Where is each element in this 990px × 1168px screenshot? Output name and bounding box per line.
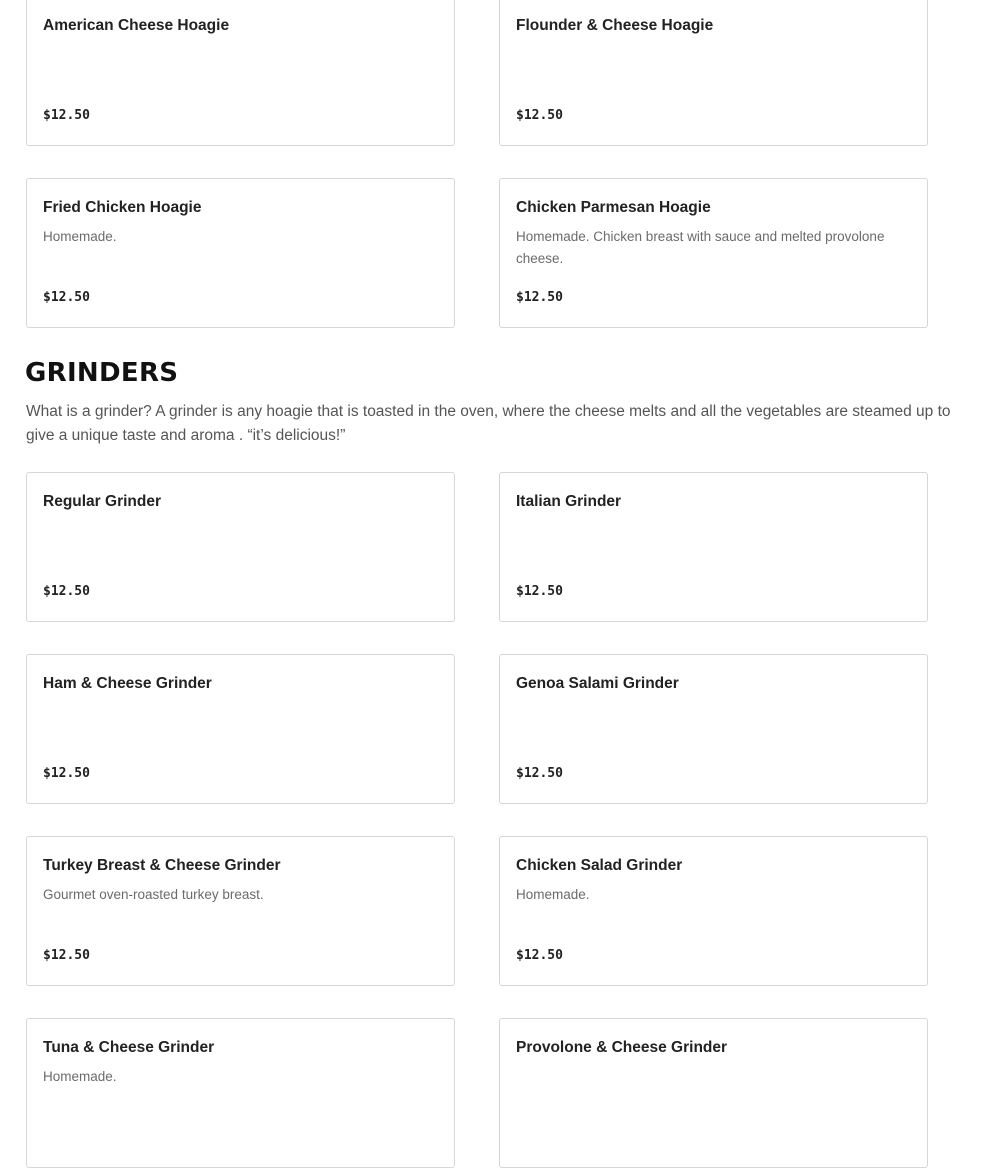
menu-item-card[interactable] [499,654,928,804]
menu-item-price: $12.50 [516,108,563,123]
menu-item-card[interactable] [499,836,928,986]
menu-item-price: $12.50 [516,584,563,599]
menu-item-name: Flounder & Cheese Hoagie [516,17,714,34]
menu-item-card[interactable] [26,654,455,804]
menu-item-description: Gourmet oven-roasted turkey breast. [43,887,264,902]
section-title-grinders: GRINDERS [25,358,179,388]
menu-item-price: $12.50 [43,108,90,123]
menu-item-description: Homemade. [516,887,590,902]
menu-item-name: Chicken Salad Grinder [516,857,683,874]
menu-item-card[interactable] [26,836,455,986]
menu-item-price: $12.50 [43,290,90,305]
menu-item-description: Homemade. Chicken breast with sauce and melted provolone cheese. [516,229,885,266]
menu-item-price: $12.50 [516,766,563,781]
menu-item-name: Regular Grinder [43,493,161,510]
menu-item-price: $12.50 [516,948,563,963]
menu-item-card[interactable] [26,472,455,622]
menu-item-description: Homemade. [43,229,117,244]
menu-item-name: American Cheese Hoagie [43,17,230,34]
menu-item-card[interactable] [499,1018,928,1168]
menu-item-name: Ham & Cheese Grinder [43,675,212,692]
menu-item-card[interactable] [499,472,928,622]
menu-item-description: Homemade. [43,1069,117,1084]
menu-item-name: Turkey Breast & Cheese Grinder [43,857,281,874]
menu-item-name: Fried Chicken Hoagie [43,199,202,216]
section-description-grinders: What is a grinder? A grinder is any hoagie that is toasted in the oven, where the cheese melts and all the vegetables are steamed up to give a unique taste and aroma . “it’s delicious!” [26,403,951,444]
menu-item-name: Chicken Parmesan Hoagie [516,199,711,216]
menu-item-card[interactable] [26,178,455,328]
menu-item-price: $12.50 [43,948,90,963]
menu-item-price: $12.50 [43,766,90,781]
menu-item-name: Tuna & Cheese Grinder [43,1039,215,1056]
menu-item-name: Provolone & Cheese Grinder [516,1039,728,1056]
menu-item-name: Italian Grinder [516,493,622,510]
menu-item-price: $12.50 [516,290,563,305]
menu-item-name: Genoa Salami Grinder [516,675,679,692]
menu-item-card[interactable] [499,178,928,328]
grinders-menu-grid [26,472,928,1168]
hoagies-menu-grid [26,0,928,328]
menu-item-card[interactable] [26,0,455,146]
menu-item-price: $12.50 [43,584,90,599]
menu-item-card[interactable] [26,1018,455,1168]
menu-item-card[interactable] [499,0,928,146]
